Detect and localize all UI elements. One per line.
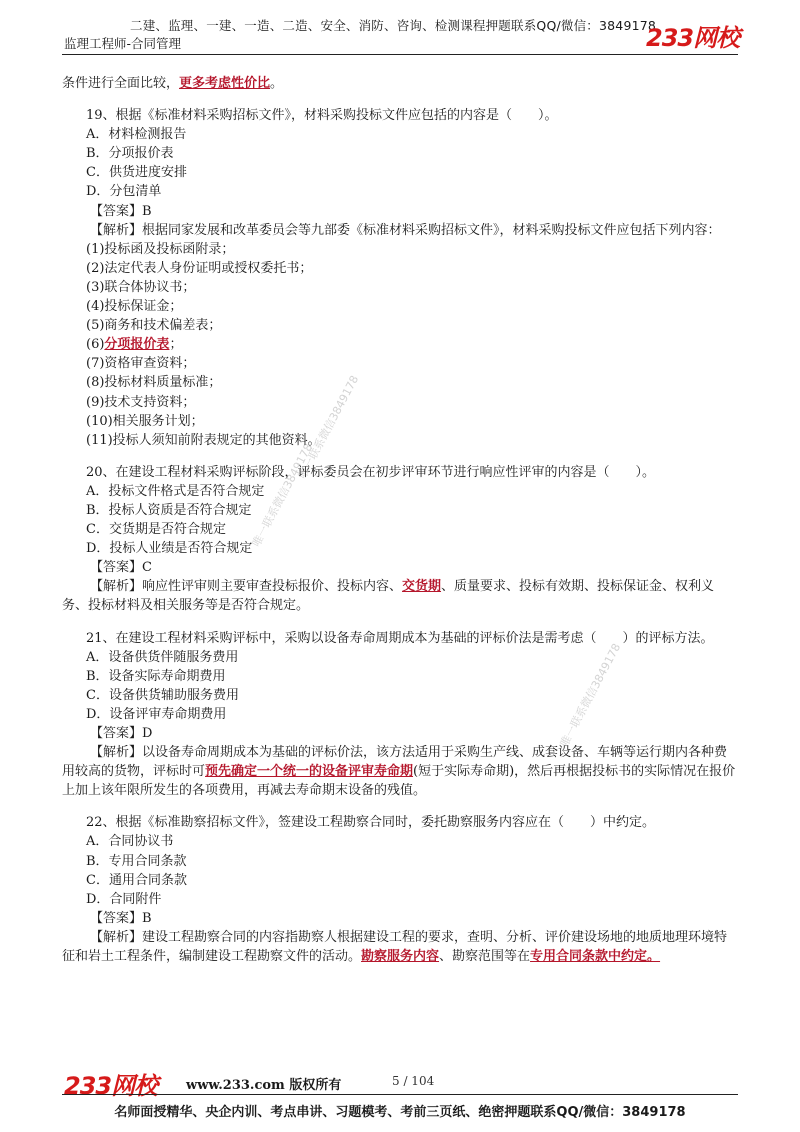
footer-logo: 233网校 xyxy=(64,1072,158,1100)
question-20: 20、在建设工程材料采购评标阶段，评标委员会在初步评审环节进行响应性评审的内容是（ ）。 xyxy=(86,464,656,480)
watermark: 唯一联系微信3849178 xyxy=(557,641,624,750)
analysis: 【解析】以设备寿命周期成本为基础的评标价法，该方法适用于采购生产线、成套设备、车辆等运行期内各种费用较高的货物，评标时可预先确定一个统一的设备评审寿命期(短于实际寿命期)，然后再根据投标书的实际情况在报价上加上该年限所发生的各项费用，再减去寿命期末设备的残值。 xyxy=(62,745,736,799)
highlight-text: 交货期 xyxy=(402,579,442,595)
watermark: 唯一联系微信3849178 xyxy=(295,373,362,482)
option: A．材料检测报告 xyxy=(86,127,187,143)
option: A．设备供货伴随服务费用 xyxy=(86,649,239,665)
option: D．投标人业绩是否符合规定 xyxy=(86,541,253,557)
question-22: 22、根据《标准勘察招标文件》，签建设工程勘察合同时，委托勘察服务内容应在（ ）中约定。 xyxy=(86,815,656,831)
page-number: 5 / 104 xyxy=(392,1074,435,1088)
highlight-text: 分项报价表 xyxy=(104,337,170,353)
list-item: (8)投标材料质量标准； xyxy=(86,375,222,391)
header-logo: 233网校 xyxy=(646,24,740,52)
footer-site[interactable]: www.233.com 版权所有 xyxy=(186,1078,342,1093)
answer: 【答案】D xyxy=(90,726,153,741)
option: C．供货进度安排 xyxy=(86,165,187,181)
option: A．投标文件格式是否符合规定 xyxy=(86,483,265,499)
option: B．投标人资质是否符合规定 xyxy=(86,502,252,518)
list-item: (5)商务和技术偏差表； xyxy=(86,318,222,334)
header-divider xyxy=(62,54,738,55)
option: B．专用合同条款 xyxy=(86,853,187,869)
question-21: 21、在建设工程材料采购评标中，采购以设备寿命周期成本为基础的评标价法是需考虑（ ）的评标方法。 xyxy=(86,630,714,646)
header-subtitle: 监理工程师-合同管理 xyxy=(64,36,182,51)
option: D．分包清单 xyxy=(86,184,162,200)
option: D．设备评审寿命期费用 xyxy=(86,706,227,722)
answer: 【答案】B xyxy=(90,203,152,219)
analysis: 【解析】响应性评审则主要审查投标报价、投标内容、交货期、质量要求、投标有效期、投标保证金、权利义务、投标材料及相关服务等是否符合规定。 xyxy=(62,579,715,614)
answer: 【答案】B xyxy=(90,910,152,926)
list-item: (4)投标保证金； xyxy=(86,299,183,315)
highlight-text: 更多考虑性价比 xyxy=(179,76,271,91)
option: B．分项报价表 xyxy=(86,146,174,162)
option: C．设备供货辅助服务费用 xyxy=(86,687,239,703)
intro-paragraph: 条件进行全面比较，更多考虑性价比。 xyxy=(62,76,284,91)
list-item: (2)法定代表人身份证明或授权委托书； xyxy=(86,260,313,276)
highlight-text: 专用合同条款中约定。 xyxy=(530,949,661,965)
analysis: 【解析】根据同家发展和改革委员会等九部委《标准材料采购招标文件》，材料采购投标文件应包括下列内容： xyxy=(90,222,721,238)
header-contact-line: 二建、监理、一建、一造、二造、安全、消防、咨询、检测课程押题联系QQ/微信：3849178 xyxy=(130,18,657,33)
document-body xyxy=(62,74,738,966)
answer: 【答案】C xyxy=(90,560,152,576)
list-item: (9)技术支持资料； xyxy=(86,394,196,410)
list-item: (1)投标函及投标函附录； xyxy=(86,241,235,257)
option: A．合同协议书 xyxy=(86,834,174,850)
list-item: (11)投标人须知前附表规定的其他资料。 xyxy=(86,432,321,448)
footer-divider xyxy=(62,1094,738,1095)
highlight-text: 勘察服务内容 xyxy=(361,949,440,965)
footer-contact-line: 名师面授精华、央企内训、考点串讲、习题模考、考前三页纸、绝密押题联系QQ/微信：3849178 xyxy=(114,1105,686,1120)
watermark: 唯一联系微信3849178 xyxy=(249,441,316,550)
list-item: (7)资格审查资料； xyxy=(86,356,196,372)
option: D．合同附件 xyxy=(86,891,162,907)
question-19: 19、根据《标准材料采购招标文件》，材料采购投标文件应包括的内容是（ ）。 xyxy=(86,108,558,124)
option: C．交货期是否符合规定 xyxy=(86,522,226,538)
list-item: (3)联合体协议书； xyxy=(86,279,196,295)
list-item: (6)分项报价表； xyxy=(86,337,183,353)
analysis: 【解析】建设工程勘察合同的内容指勘察人根据建设工程的要求，查明、分析、评价建设场地的地质地理环境特征和岩土工程条件，编制建设工程勘察文件的活动。勘察服务内容、勘察范围等在专用合同条款中约定。 xyxy=(62,929,728,965)
option: B．设备实际寿命期费用 xyxy=(86,668,226,684)
highlight-text: 预先确定一个统一的设备评审寿命期 xyxy=(205,764,414,780)
list-item: (10)相关服务计划； xyxy=(86,413,204,429)
option: C．通用合同条款 xyxy=(86,872,187,888)
